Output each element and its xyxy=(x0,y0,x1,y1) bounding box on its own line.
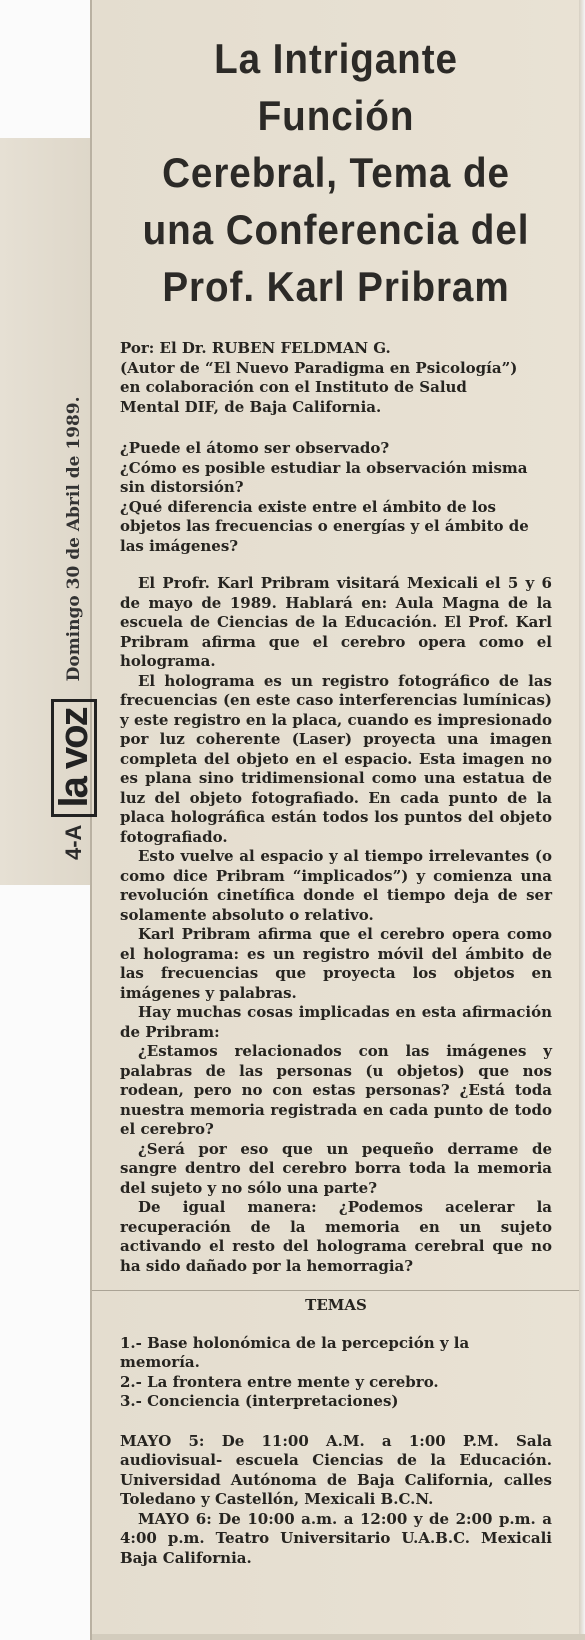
headline-line: La Intrigante Función xyxy=(214,35,458,139)
schedule-entry: MAYO 5: De 11:00 A.M. a 1:00 P.M. Sala audiovisual- escuela Ciencias de la Educación. Universidad Autónoma de Baja California, calles Toledano y Castellón, Mexicali B.C.N. xyxy=(120,1431,552,1508)
paragraph: Esto vuelve al espacio y al tiempo irrelevantes (o como dice Pribram “implicados”) y comienza una revolución cinetífica donde el tiempo deja de ser solamente absoluto o relativo. xyxy=(120,847,552,924)
question: ¿Cómo es posible estudiar la observación misma sin distorsión? xyxy=(120,458,528,496)
paragraph: ¿Estamos relacionados con las imágenes y palabras de las personas (u objetos) que nos rodean, pero no con estas personas? ¿Está toda nuestra memoria registrada en cada punto de todo el cerebro? xyxy=(120,1042,552,1138)
schedule xyxy=(120,1432,552,1569)
headline-line: una Conferencia del xyxy=(142,206,530,253)
paragraph: El holograma es un registro fotográfico de las frecuencias (en este caso interferencias lumínicas) y este registro en la placa, cuando es impresionado por luz coherente (Laser) proyecta una imagen completa del objeto en el espacio. Esta imagen no es plana sino tridimensional como una estatua de luz del objeto fotografiado. En cada punto de la placa holográfica están todos los puntos del objeto fotografiado. xyxy=(120,671,552,846)
headline-line: Prof. Karl Pribram xyxy=(162,263,510,310)
headline xyxy=(137,30,534,315)
article xyxy=(120,30,552,1276)
blank-margin-top xyxy=(0,0,90,138)
page-number: 4-A xyxy=(61,824,86,860)
paragraph: Hay muchas cosas implicadas en esta afirmación de Pribram: xyxy=(120,1003,552,1041)
temas-item: 1.- Base holonómica de la percepción y la memoría. xyxy=(120,1333,470,1371)
temas-item: 2.- La frontera entre mente y cerebro. xyxy=(120,1372,439,1391)
byline xyxy=(120,339,552,417)
byline-line: (Autor de “El Nuevo Paradigma en Psicología”) xyxy=(120,358,518,377)
byline-line: en colaboración con el Instituto de Salud xyxy=(120,378,467,396)
publication-date: Domingo 30 de Abril de 1989. xyxy=(64,396,84,682)
section-divider xyxy=(92,1290,579,1291)
clipping-bottom-edge xyxy=(92,1634,585,1640)
paragraph: Karl Pribram afirma que el cerebro opera como el holograma: es un registro móvil del ámbito de las frecuencias que proyecta los objetos en imágenes y palabras. xyxy=(120,925,552,1002)
newspaper-logo: la voz xyxy=(51,699,97,816)
blank-margin-bottom xyxy=(0,885,90,1640)
temas-title: TEMAS xyxy=(305,1296,367,1314)
paragraph: El Profr. Karl Pribram visitará Mexicali el 5 y 6 de mayo de 1989. Hablará en: Aula Magna de la escuela de Ciencias de la Educación. El Prof. Karl Pribram afirma que el cerebro opera como el holograma. xyxy=(120,574,552,670)
question: ¿Qué diferencia existe entre el ámbito de los objetos las frecuencias o energías y el ámbito de las imágenes? xyxy=(120,497,529,555)
headline-line: Cerebral, Tema de xyxy=(162,149,510,196)
temas-item: 3.- Conciencia (interpretaciones) xyxy=(120,1392,399,1410)
schedule-entry: MAYO 6: De 10:00 a.m. a 12:00 y de 2:00 p.m. a 4:00 p.m. Teatro Universitario U.A.B.C. Mexicali Baja California. xyxy=(120,1509,552,1567)
vertical-masthead xyxy=(52,200,96,860)
temas-box xyxy=(120,1296,552,1568)
byline-line: Por: El Dr. RUBEN FELDMAN G. xyxy=(120,339,391,357)
byline-line: Mental DIF, de Baja California. xyxy=(120,397,382,416)
question: ¿Puede el átomo ser observado? xyxy=(120,439,390,457)
opening-questions xyxy=(120,439,552,556)
paragraph: De igual manera: ¿Podemos acelerar la recuperación de la memoria en un sujeto activando el resto del holograma cerebral que no ha sido dañado por la hemorragia? xyxy=(120,1198,552,1275)
paragraph: ¿Será por eso que un pequeño derrame de sangre dentro del cerebro borra toda la memoria del sujeto y no sólo una parte? xyxy=(120,1139,552,1197)
clipping-right-edge xyxy=(579,0,585,1640)
article-body xyxy=(120,574,552,1276)
